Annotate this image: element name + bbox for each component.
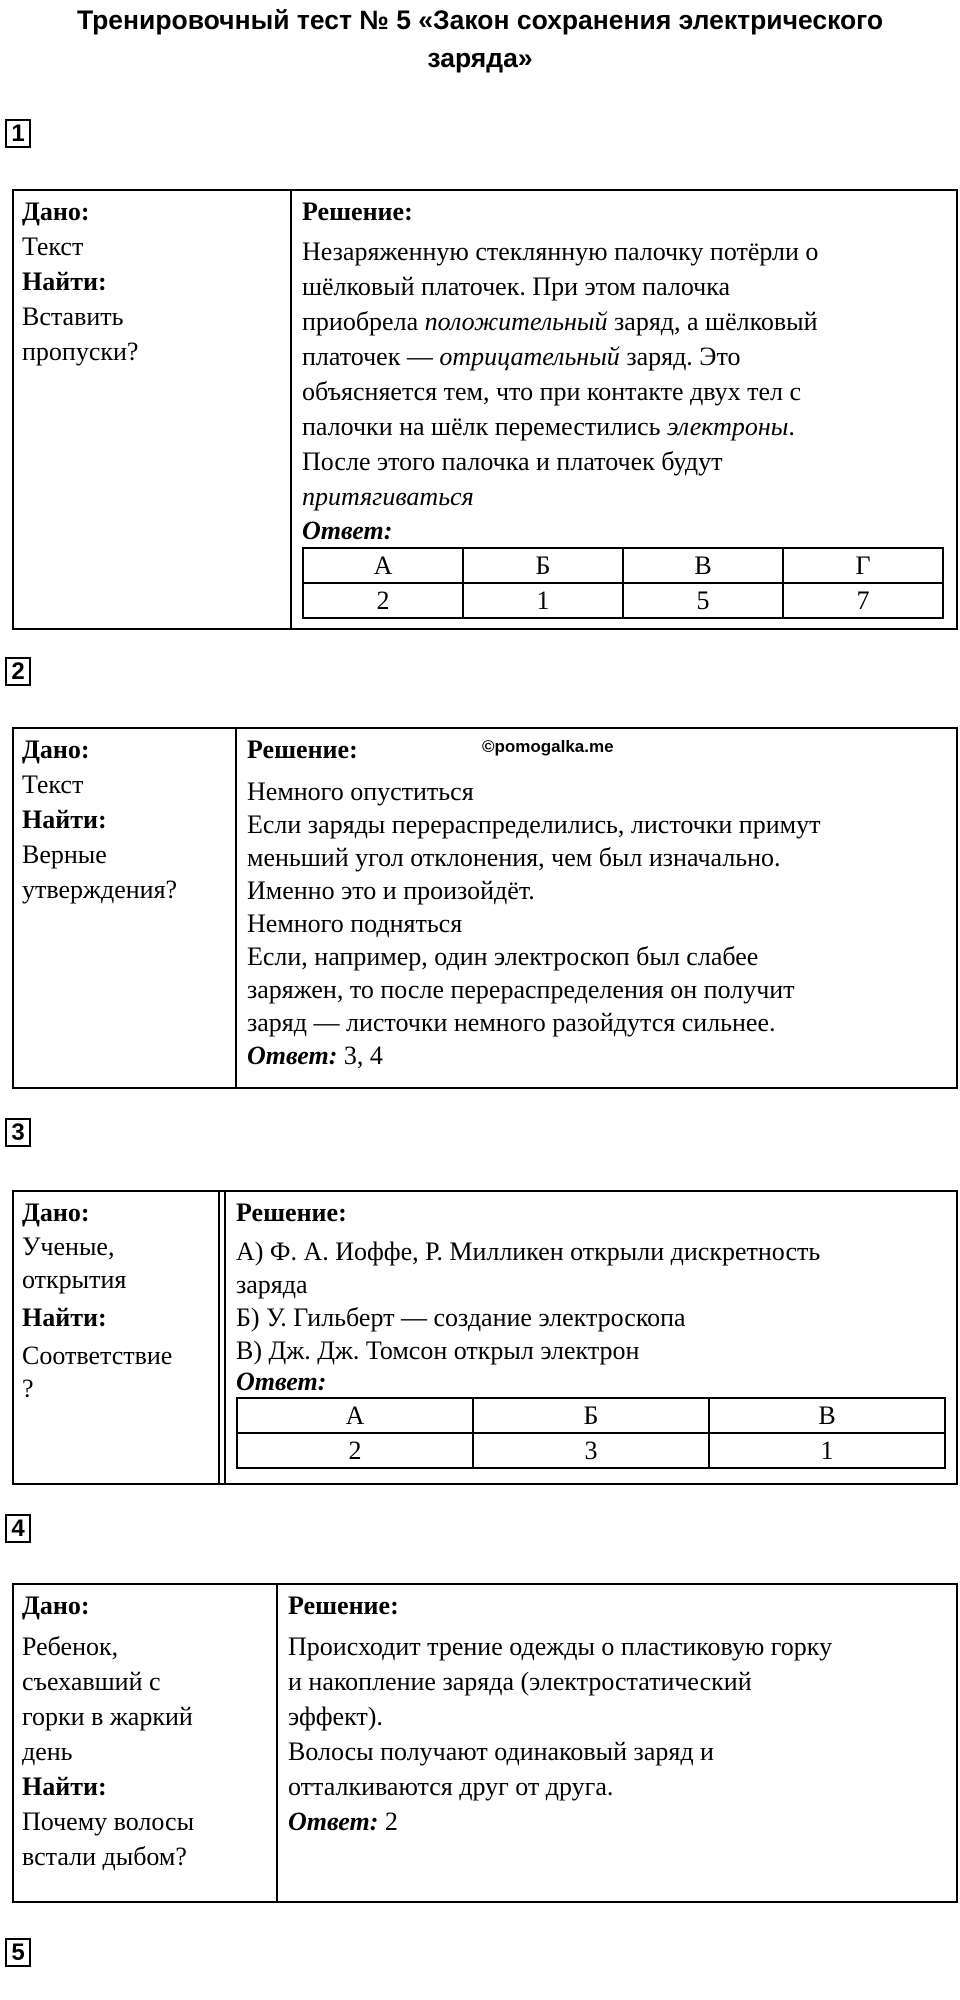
find-label: Найти: (22, 267, 107, 296)
solution-line: эффект). (288, 1702, 383, 1731)
solution-line: Незаряженную стеклянную палочку потёрли о (302, 237, 819, 266)
task-4-solution-cell (278, 1585, 956, 1901)
answer-header-cell: А (237, 1398, 473, 1433)
task-3-table (12, 1190, 958, 1485)
solution-text: заряд, а шёлковый (614, 307, 818, 336)
task-3-given-cell (14, 1192, 220, 1483)
task-number-2: 2 (5, 657, 31, 686)
answer-value-cell: 1 (709, 1433, 945, 1468)
answer-value-cell: 5 (623, 583, 783, 618)
task-1-given-cell (14, 191, 292, 628)
given-label: Дано: (22, 1591, 90, 1620)
task-4-given-cell (14, 1585, 278, 1901)
answer-label: Ответ: (302, 516, 393, 545)
solution-line (302, 479, 944, 514)
solution-text: палочки на шёлк переместились (302, 412, 661, 441)
solution-line (302, 339, 944, 374)
find-label: Найти: (22, 1772, 107, 1801)
answer-line (288, 1804, 946, 1839)
solution-line: В) Дж. Дж. Томсон открыл электрон (236, 1336, 640, 1365)
task-2-solution-cell (237, 729, 956, 1087)
solution-line: Происходит трение одежды о пластиковую горку (288, 1632, 833, 1661)
solution-term: отрицательный (439, 342, 620, 371)
solution-line: Б) У. Гильберт — создание электроскопа (236, 1303, 686, 1332)
answer-header-cell: Б (473, 1398, 709, 1433)
find-text: ? (22, 1374, 34, 1403)
solution-line: А) Ф. А. Иоффе, Р. Милликен открыли дискретность (236, 1237, 821, 1266)
solution-line: объясняется тем, что при контакте двух тел с (302, 377, 802, 406)
solution-line: Немного подняться (247, 909, 463, 938)
given-text: Ученые, (22, 1232, 115, 1261)
task-3-solution-cell (224, 1192, 956, 1483)
answer-label: Ответ: (247, 1041, 338, 1070)
answer-header-cell: В (709, 1398, 945, 1433)
solution-line: заряда (236, 1270, 308, 1299)
task-number-4: 4 (5, 1514, 31, 1543)
answer-header-row (237, 1398, 945, 1433)
task-number-3: 3 (5, 1118, 31, 1147)
solution-line: Если заряды перераспределились, листочки примут (247, 810, 821, 839)
answer-header-cell: В (623, 548, 783, 583)
find-text: Вставить (22, 302, 124, 331)
answer-label: Ответ: (288, 1807, 379, 1836)
find-text: Верные (22, 840, 107, 869)
solution-line: заряжен, то после перераспределения он получит (247, 975, 795, 1004)
answer-value-row (237, 1433, 945, 1468)
answer-header-cell: Г (783, 548, 943, 583)
solution-term: притягиваться (302, 482, 474, 511)
solution-label: Решение: (247, 735, 358, 764)
given-text: съехавший с (22, 1667, 161, 1696)
find-label: Найти: (22, 805, 107, 834)
solution-line: После этого палочка и платочек будут (302, 447, 723, 476)
solution-line (302, 409, 944, 444)
answer-value-cell: 2 (237, 1433, 473, 1468)
answer-table (236, 1397, 946, 1469)
watermark: ©pomogalka.me (482, 737, 614, 756)
answer-value-row (303, 583, 943, 618)
solution-text: платочек — (302, 342, 433, 371)
given-text: открытия (22, 1265, 127, 1294)
solution-line: меньший угол отклонения, чем был изначально. (247, 843, 781, 872)
solution-term: положительный (424, 307, 608, 336)
given-label: Дано: (22, 1198, 90, 1227)
solution-line: заряд — листочки немного разойдутся сильнее. (247, 1008, 776, 1037)
task-1-solution-cell (292, 191, 956, 628)
find-text: Почему волосы (22, 1807, 195, 1836)
given-text: Текст (22, 232, 84, 261)
answer-line (247, 1039, 946, 1072)
solution-label: Решение: (236, 1198, 347, 1227)
solution-label: Решение: (288, 1591, 399, 1620)
answer-header-row (303, 548, 943, 583)
solution-line: шёлковый платочек. При этом палочка (302, 272, 731, 301)
find-text: утверждения? (22, 875, 178, 904)
task-4-table (12, 1583, 958, 1903)
solution-text: приобрела (302, 307, 419, 336)
given-text: Ребенок, (22, 1632, 119, 1661)
answer-label: Ответ: (236, 1367, 327, 1396)
solution-line: Волосы получают одинаковый заряд и (288, 1737, 714, 1766)
task-1-table (12, 189, 958, 630)
task-2-given-cell (14, 729, 237, 1087)
solution-term: электроны (666, 412, 789, 441)
answer-value-cell: 3 (473, 1433, 709, 1468)
solution-line: Если, например, один электроскоп был слабее (247, 942, 759, 971)
given-text: горки в жаркий (22, 1702, 193, 1731)
solution-line: и накопление заряда (электростатический (288, 1667, 752, 1696)
task-number-1: 1 (5, 119, 31, 148)
task-2-table (12, 727, 958, 1089)
page-title-line-2: заряда» (427, 43, 533, 73)
task-number-5: 5 (5, 1938, 31, 1967)
answer-value-cell: 1 (463, 583, 623, 618)
solution-text: заряд. Это (626, 342, 741, 371)
solution-line: отталкиваются друг от друга. (288, 1772, 614, 1801)
solution-label: Решение: (302, 197, 413, 226)
answer-header-cell: А (303, 548, 463, 583)
solution-line (302, 304, 944, 339)
answer-value: 3, 4 (343, 1041, 383, 1070)
find-text: Соответствие (22, 1341, 173, 1370)
given-text: Текст (22, 770, 84, 799)
answer-value-cell: 2 (303, 583, 463, 618)
page-title-line-1: Тренировочный тест № 5 «Закон сохранения электрического (76, 5, 884, 35)
solution-text: . (788, 412, 795, 441)
given-label: Дано: (22, 197, 90, 226)
find-text: пропуски? (22, 337, 139, 366)
page-title (0, 0, 960, 77)
find-text: встали дыбом? (22, 1842, 187, 1871)
given-label: Дано: (22, 735, 90, 764)
answer-table (302, 547, 944, 619)
given-text: день (22, 1737, 73, 1766)
solution-line: Именно это и произойдёт. (247, 876, 535, 905)
solution-line: Немного опуститься (247, 777, 474, 806)
answer-value: 2 (384, 1807, 398, 1836)
find-label: Найти: (22, 1303, 107, 1332)
answer-header-cell: Б (463, 548, 623, 583)
answer-value-cell: 7 (783, 583, 943, 618)
